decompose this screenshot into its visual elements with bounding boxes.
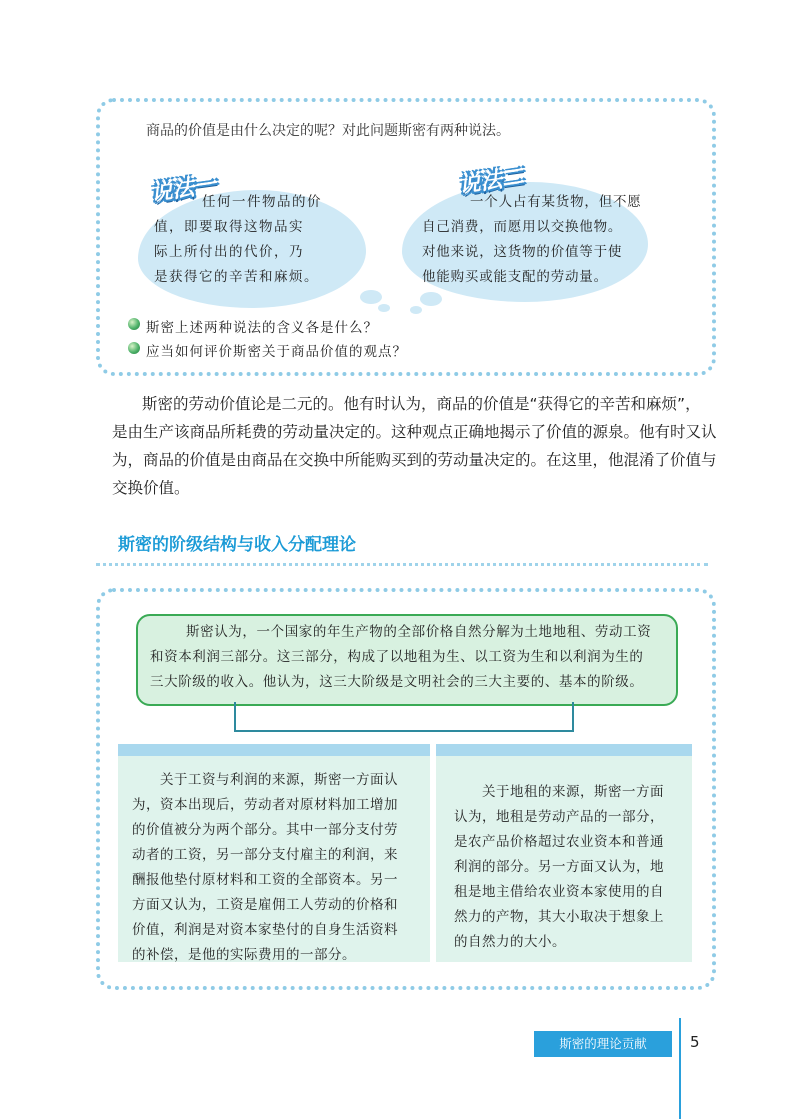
paragraph-line: 交换价值。 <box>112 479 190 497</box>
paragraph-line: 是由生产该商品所耗费的劳动量决定的。这种观点正确地揭示了价值的源泉。他有时又认 <box>112 423 717 441</box>
cloud-right-line: 自己消费，而愿用以交换他物。 <box>422 219 623 235</box>
right-column-line: 关于地租的来源，斯密一方面 <box>482 784 664 800</box>
footer-vertical-bar <box>679 1018 681 1119</box>
cloud-right-text <box>422 190 642 290</box>
left-column-line: 酬报他垫付原材料和工资的全部资本。另一 <box>132 872 398 888</box>
cloud-left-title: 说法一 <box>148 172 218 207</box>
right-column-band <box>436 744 692 756</box>
left-column-text <box>132 768 398 968</box>
page-number: 5 <box>690 1033 700 1051</box>
cloud-left-line: 际上所付出的代价，乃 <box>154 244 304 260</box>
cloud-left-text <box>154 190 322 290</box>
summary-line: 三大阶级的收入。他认为，这三大阶级是文明社会的三大主要的、基本的阶级。 <box>150 674 644 690</box>
right-column-line: 的自然力的大小。 <box>454 934 566 950</box>
right-column-text <box>454 780 664 955</box>
cloud-left-line: 值，即要取得这物品实 <box>154 219 304 235</box>
section-heading: 斯密的阶级结构与收入分配理论 <box>118 535 356 555</box>
left-column-line: 关于工资与利润的来源，斯密一方面认 <box>160 772 398 788</box>
left-column-band <box>118 744 430 756</box>
cloud-tail-right <box>420 292 442 306</box>
left-column-line: 方面又认为，工资是雇佣工人劳动的价格和 <box>132 897 398 913</box>
bullet-icon <box>128 318 140 330</box>
right-column-line: 利润的部分。另一方面又认为，地 <box>454 859 664 875</box>
question-text: 斯密上述两种说法的含义各是什么？ <box>146 320 378 336</box>
cloud-left-line: 是获得它的辛苦和麻烦。 <box>154 269 319 285</box>
left-column-line: 的补偿，是他的实际费用的一部分。 <box>132 947 356 963</box>
paragraph-line: 斯密的劳动价值论是二元的。他有时认为，商品的价值是“获得它的辛苦和麻烦”， <box>142 395 701 413</box>
cloud-right-line: 对他来说，这货物的价值等于使 <box>422 244 623 260</box>
cloud-tail-left <box>360 290 382 304</box>
left-column-line: 的价值被分为两个部分。其中一部分支付劳 <box>132 822 398 838</box>
section-divider <box>96 563 708 566</box>
cloud-left-line: 任何一件物品的价 <box>202 194 322 210</box>
cloud-right-line: 他能购买或能支配的劳动量。 <box>422 269 608 285</box>
right-column-line: 认为，地租是劳动产品的一部分， <box>454 809 664 825</box>
right-column-line: 是农产品价格超过农业资本和普通 <box>454 834 664 850</box>
left-column-line: 价值，利润是对资本家垫付的自身生活资料 <box>132 922 398 938</box>
question-text: 应当如何评价斯密关于商品价值的观点？ <box>146 344 407 360</box>
cloud-tail-right-small <box>410 306 422 314</box>
left-column-line: 动者的工资，另一部分支付雇主的利润，来 <box>132 847 398 863</box>
cloud-tail-left-small <box>378 304 390 312</box>
bullet-icon <box>128 342 140 354</box>
connector-right <box>572 702 574 732</box>
question-item <box>146 316 378 336</box>
chapter-label: 斯密的理论贡献 <box>534 1031 672 1057</box>
connector-horizontal <box>234 730 574 732</box>
connector-left <box>234 702 236 732</box>
left-column-line: 为，资本出现后，劳动者对原材料加工增加 <box>132 797 398 813</box>
cloud-right-line: 一个人占有某货物，但不愿 <box>470 194 642 210</box>
body-paragraph <box>112 390 717 502</box>
right-column-line: 租是地主借给农业资本家使用的自 <box>454 884 664 900</box>
summary-text <box>150 620 651 695</box>
question-item <box>146 340 407 360</box>
box-intro-text: 商品的价值是由什么决定的呢？对此问题斯密有两种说法。 <box>146 123 510 139</box>
summary-line: 斯密认为，一个国家的年生产物的全部价格自然分解为土地地租、劳动工资 <box>186 624 652 640</box>
summary-line: 和资本利润三部分。这三部分，构成了以地租为生、以工资为生和以利润为生的 <box>150 649 644 665</box>
cloud-right-title: 说法二 <box>456 164 526 199</box>
paragraph-line: 为，商品的价值是由商品在交换中所能购买到的劳动量决定的。在这里，他混淆了价值与 <box>112 451 717 469</box>
right-column-line: 然力的产物，其大小取决于想象上 <box>454 909 664 925</box>
